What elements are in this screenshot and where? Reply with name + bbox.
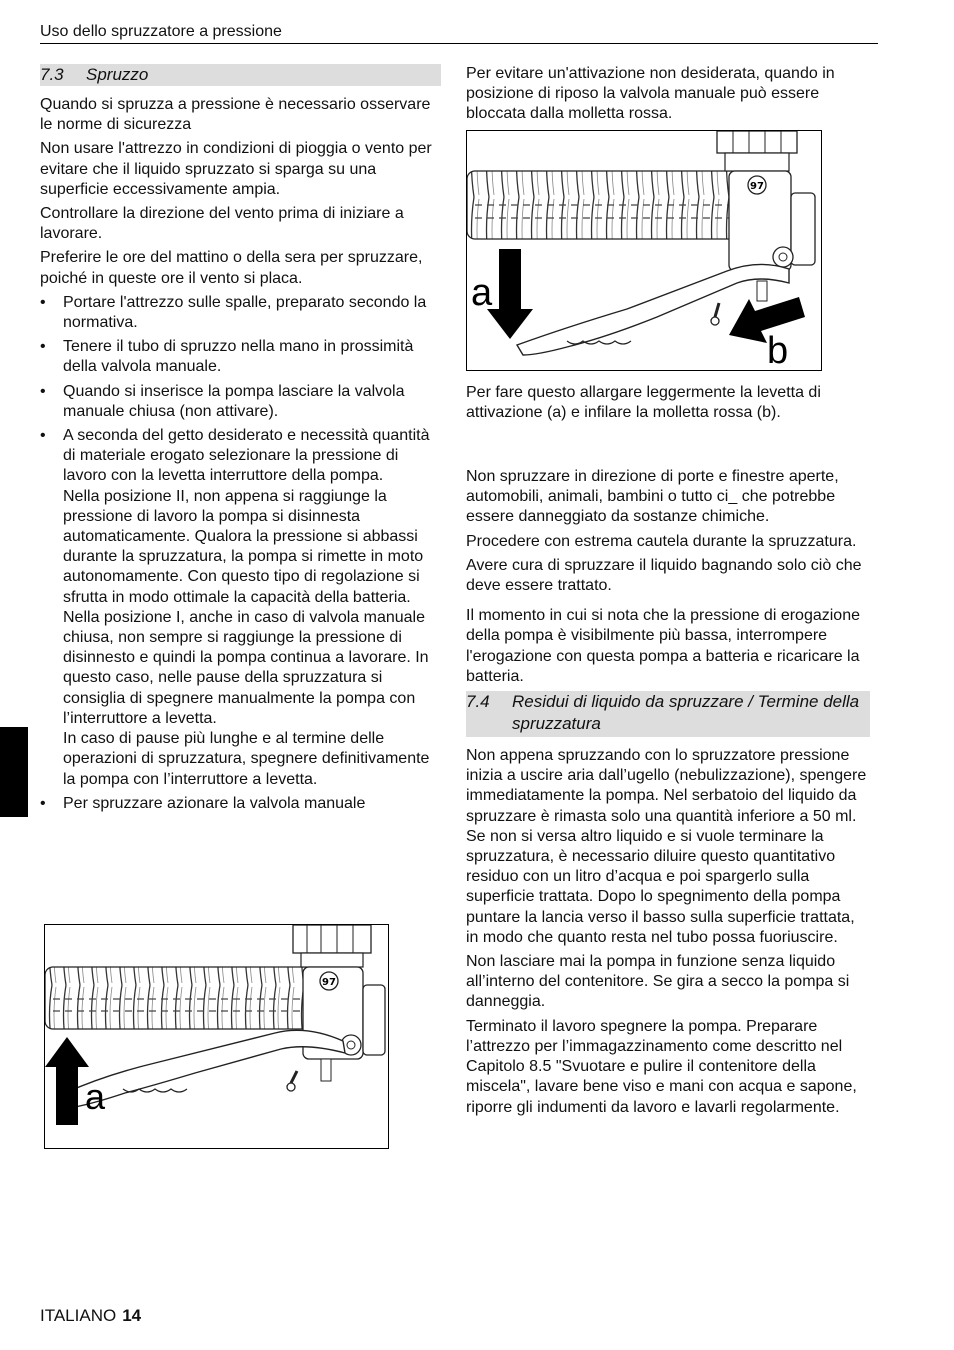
bullet-icon: • — [40, 794, 46, 812]
paragraph: Non lasciare mai la pompa in funzione senza liquido all’interno del contenitore. Se gira a secco la pompa si danneggia. — [466, 953, 850, 1011]
list-item-text: Portare l'attrezzo sulle spalle, preparato secondo la normativa. — [63, 293, 427, 332]
page-header — [40, 22, 878, 44]
page-footer — [40, 1305, 141, 1327]
figure-safety-clip — [466, 130, 822, 371]
footer-language: ITALIANO — [40, 1306, 117, 1325]
list-item-text: Tenere il tubo di spruzzo nella mano in prossimità della valvola manuale. — [63, 338, 414, 376]
paragraph: Non spruzzare in direzione di porte e finestre aperte, automobili, animali, bambini o tutto ci_ che potrebbe essere danneggiato da sostanze chimiche. — [466, 468, 839, 526]
figure-label-a: a — [471, 272, 493, 314]
paragraph: Il momento in cui si nota che la pressione di erogazione della pompa è visibilmente più bassa, interrompere l'erogazione con questa pompa a batteria e ricaricare la batteria. — [466, 607, 860, 685]
figure-badge: 97 — [750, 181, 764, 192]
list-item — [40, 794, 441, 814]
spacer — [466, 427, 870, 467]
paragraph: Avere cura di spruzzare il liquido bagnando solo ciò che deve essere trattato. — [466, 556, 862, 595]
section-title: Residui di liquido da spruzzare / Termine della spruzzatura — [512, 692, 860, 734]
clip-illustration — [467, 131, 821, 370]
list-item-text: Per spruzzare azionare la valvola manuale — [63, 794, 366, 812]
bullet-icon: • — [40, 427, 46, 445]
figure-label-a: a — [85, 1076, 106, 1117]
list-item-text: A seconda del getto desiderato e necessità quantità di materiale erogato selezionare la pressione di lavoro con la levetta interruttore della pompa. — [63, 427, 430, 485]
paragraph: Per fare questo allargare leggermente la levetta di attivazione (a) e infilare la molletta rossa (b). — [466, 383, 821, 421]
paragraph: Non usare l'attrezzo in condizioni di pioggia o vento per evitare che il liquido spruzzato si sparga su una superficie eccessivamente ampia. — [40, 140, 432, 198]
paragraph: Quando si spruzza a pressione è necessario osservare le norme di sicurezza — [40, 96, 431, 134]
list-item-text: Nella posizione II, non appena si raggiunge la pressione di lavoro la pompa si disinnesta automaticamente. Qualora la pressione si abbassi durante la spruzzatura, la pompa si rimette in moto autonomamente. Con questo tipo di regolazione si sfrutta in modo ottimale la capacità della batteria. — [63, 487, 424, 606]
paragraph: Per evitare un'attivazione non desiderata, quando in posizione di riposo la valvola manuale può essere bloccata dalla molletta rossa. — [466, 65, 835, 123]
bullet-icon: • — [40, 382, 46, 400]
paragraph: Controllare la direzione del vento prima di iniziare a lavorare. — [40, 205, 404, 243]
chapter-thumb-tab — [0, 727, 28, 817]
list-item — [40, 426, 441, 790]
list-item — [40, 293, 441, 333]
section-title: Spruzzo — [86, 65, 149, 84]
section-heading-7-3 — [40, 64, 441, 86]
section-number: 7.4 — [466, 692, 490, 712]
figure-valve-activation — [44, 924, 389, 1149]
list-item-text: In caso di pause più lunghe e al termine delle operazioni di spruzzatura, spegnere definitivamente la pompa con l’interruttore a levetta. — [63, 730, 430, 788]
left-column — [40, 64, 441, 818]
list-item-text: Quando si inserisce la pompa lasciare la valvola manuale chiusa (non attivare). — [63, 382, 405, 420]
list-item — [40, 337, 441, 377]
paragraph: Procedere con estrema cautela durante la spruzzatura. — [466, 532, 857, 550]
section-heading-7-4 — [466, 691, 870, 737]
figure-label-b: b — [767, 330, 789, 370]
figure-badge: 97 — [322, 977, 336, 988]
paragraph: Preferire le ore del mattino o della sera per spruzzare, poiché in queste ore il vento si placa. — [40, 249, 423, 287]
bullet-list — [40, 293, 441, 814]
section-number: 7.3 — [40, 65, 64, 84]
header-title: Uso dello spruzzatore a pressione — [40, 23, 282, 40]
bullet-icon: • — [40, 338, 46, 356]
list-item — [40, 382, 441, 422]
bullet-icon: • — [40, 293, 46, 311]
valve-illustration — [45, 925, 388, 1148]
page-number: 14 — [122, 1306, 142, 1325]
paragraph: Non appena spruzzando con lo spruzzatore pressione inizia a uscire aria dall’ugello (nebulizzazione), spengere immediatamente la pompa. Nel serbatoio del liquido da spruzzare è rimasta solo una quantità inferiore a 50 ml. Se non si versa altro liquido e si vuole terminare la spruzzatura, è necessario diluire questo quantitativo residuo con un litro d’acqua e poi spargerlo sulla superficie trattata. Dopo lo spegnimento della pompa puntare la lancia verso il basso sulla superficie trattata, in modo che quanto resta nel tubo possa fuoriuscire. — [466, 747, 867, 946]
list-item-text: Nella posizione I, anche in caso di valvola manuale chiusa, non sempre si raggiunge la pressione di disinnesto e quindi la pompa continua a lavorare. In questo caso, nelle pause della spruzzatura si consiglia di spegnere manualmente la pompa con l’interruttore a levetta. — [63, 608, 429, 727]
paragraph: Terminato il lavoro spegnere la pompa. Preparare l’attrezzo per l’immagazzinamento come descritto nel Capitolo 8.5 "Svuotare e pulire il contenitore della miscela", lavare bene viso e mani con acqua e sapone, riporre gli indumenti da lavoro e lavarli regolarmente. — [466, 1017, 857, 1116]
